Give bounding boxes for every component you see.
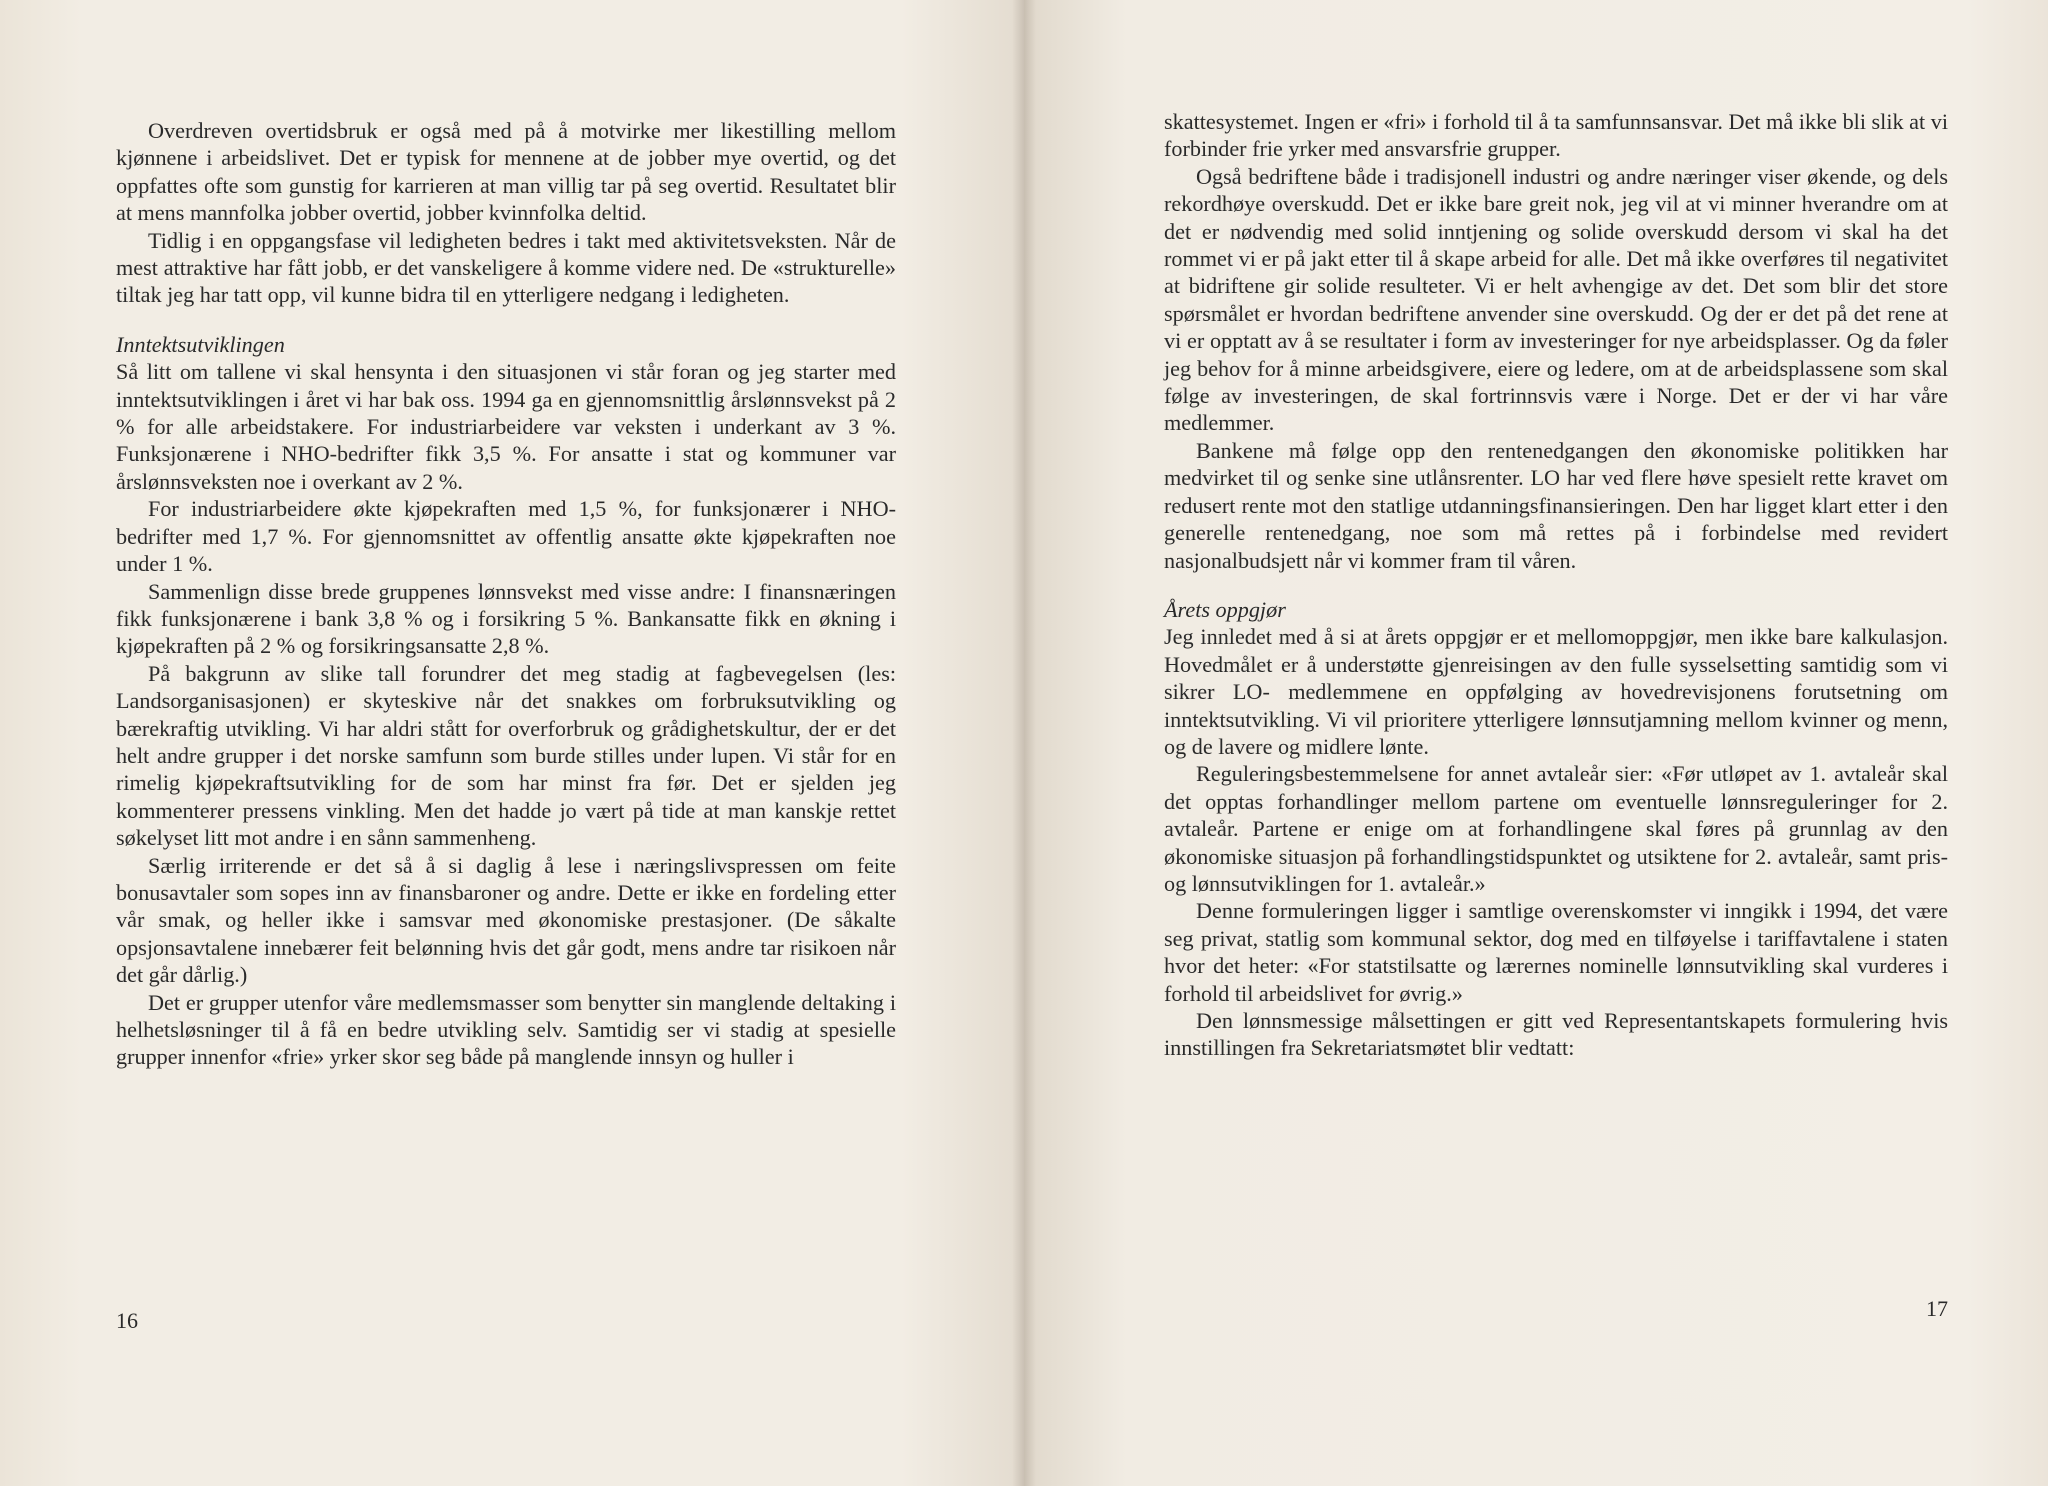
paragraph: Reguleringsbestemmelsene for annet avtaleår sier: «Før utløpet av 1. avtaleår skal det opptas forhandlinger mellom partene om eventuelle lønnsreguleringer for 2. avtaleår. Partene er enige om at forhandlingene skal føres på grunnlag av den økonomiske situasjon på forhandlingstidspunktet og utsiktene for 2. avtaleår, samt pris- og lønnsutviklingen for 1. avtaleår.» <box>1164 761 1948 896</box>
left-page-text <box>116 117 896 1071</box>
section-heading-arets-oppgjor: Årets oppgjør <box>1164 596 1286 622</box>
page-number-left: 16 <box>116 1308 138 1333</box>
paragraph: Jeg innledet med å si at årets oppgjør er et mellomoppgjør, men ikke bare kalkulasjon. Hovedmålet er å understøtte gjenreisingen av den fulle sysselsetting samtidig som vi sikrer LO- medlemmene en oppfølging av hovedrevisjonens forutsetning om inntektsutvikling. Vi vil prioritere ytterligere lønnsutjamning mellom kvinner og menn, og de lavere og midlere lønte. <box>1164 624 1948 759</box>
paragraph: Så litt om tallene vi skal hensynta i den situasjonen vi står foran og jeg starter med inntektsutviklingen i året vi har bak oss. 1994 ga en gjennomsnittlig årslønnsvekst på 2 % for alle arbeidstakere. For industriarbeidere var veksten i underkant av 3 %. Funksjonærene i NHO-bedrifter fikk 3,5 %. For ansatte i stat og kommuner var årslønnsveksten noe i overkant av 2 %. <box>116 359 896 494</box>
paragraph: Sammenlign disse brede gruppenes lønnsvekst med visse andre: I finansnæringen fikk funksjonærene i bank 3,8 % og i forsikring 5 %. Bankansatte fikk en økning i kjøpekraften på 2 % og forsikringsansatte 2,8 %. <box>116 578 896 659</box>
paragraph: Denne formuleringen ligger i samtlige overenskomster vi inngikk i 1994, det være seg privat, statlig som kommunal sektor, dog med en tilføyelse i tariffavtalene i staten hvor det heter: «For statstilsatte og lærernes nominelle lønnsutvikling skal vurderes i forhold til arbeidslivet for øvrig.» <box>1164 898 1948 1006</box>
paragraph: Særlig irriterende er det så å si daglig å lese i næringslivspressen om feite bonusavtaler som sopes inn av finansbaroner og andre. Dette er ikke en fordeling etter vår smak, og heller ikke i samsvar med økonomiske prestasjoner. (De såkalte opsjonsavtalene innebærer feit belønning hvis det går godt, mens andre tar risikoen når det går dårlig.) <box>116 852 896 988</box>
right-page <box>1024 0 2048 1486</box>
paragraph: Også bedriftene både i tradisjonell industri og andre næringer viser økende, og dels rekordhøye overskudd. Det er ikke bare greit nok, jeg vil at vi minner hverandre om at det er nødvendig med solid inntjening og solide overskudd dersom vi skal ha det rommet vi er på jakt etter til å skape arbeid for alle. Det må ikke overføres til negativitet at bidriftene gir solide resulteter. Vi er helt avhengige av det. Det som blir det store spørsmålet er hvordan bedriftene anvender sine overskudd. Og der er det på det rene at vi er opptatt av å se resultater i form av investeringer for nye arbeidsplasser. Og da føler jeg behov for å minne arbeidsgivere, eiere og ledere, om at de arbeidsplassene som skal følge av investeringen, de skal fortrinnsvis være i Norge. Det er der vi har våre medlemmer. <box>1164 163 1948 436</box>
paragraph: På bakgrunn av slike tall forundrer det meg stadig at fagbevegelsen (les: Landsorganisasjonen) er skyteskive når det snakkes om forbruksutvikling og bærekraftig utvikling. Vi har aldri stått for overforbruk og grådighetskultur, der er det helt andre grupper i det norske samfunn som burde stilles under lupen. Vi står for en rimelig kjøpekraftsutvikling for de som har minst fra før. Det er sjelden jeg kommenterer pressens vinkling. Men det hadde jo vært på tide at man kanskje rettet søkelyset litt mot andre i en sånn sammenheng. <box>116 660 896 851</box>
paragraph: skattesystemet. Ingen er «fri» i forhold til å ta samfunnsansvar. Det må ikke bli slik at vi forbinder frie yrker med ansvarsfrie grupper. <box>1164 109 1948 162</box>
paragraph: Den lønnsmessige målsettingen er gitt ved Representantskapets formulering hvis innstillingen fra Sekretariatsmøtet blir vedtatt: <box>1164 1008 1948 1061</box>
right-page-text <box>1164 108 1948 1062</box>
paragraph: Det er grupper utenfor våre medlemsmasser som benytter sin manglende deltaking i helhetsløsninger til å få en bedre utvikling selv. Samtidig ser vi stadig at spesielle grupper innenfor «frie» yrker skor seg både på manglende innsyn og huller i <box>116 989 896 1070</box>
page-number-right: 17 <box>1926 1296 1948 1321</box>
paragraph: Overdreven overtidsbruk er også med på å motvirke mer likestilling mellom kjønnene i arbeidslivet. Det er typisk for mennene at de jobber mye overtid, og det oppfattes ofte som gunstig for karrieren at man villig tar på seg overtid. Resultatet blir at mens mannfolka jobber overtid, jobber kvinnfolka deltid. <box>116 118 896 226</box>
section-heading-inntektsutviklingen: Inntektsutviklingen <box>116 331 285 357</box>
paragraph: Tidlig i en oppgangsfase vil ledigheten bedres i takt med aktivitetsveksten. Når de mest attraktive har fått jobb, er det vanskeligere å komme videre ned. De «strukturelle» tiltak jeg har tatt opp, vil kunne bidra til en ytterligere nedgang i ledigheten. <box>116 227 896 308</box>
paragraph: Bankene må følge opp den rentenedgangen den økonomiske politikken har medvirket til og senke sine utlånsrenter. LO har ved flere høve spesielt rette kravet om redusert rente mot den statlige utdanningsfinansieringen. Den har ligget klart etter i den generelle rentenedgang, noe som må rettes på i forbindelse med revidert nasjonalbudsjett når vi kommer fram til våren. <box>1164 437 1948 573</box>
book-gutter <box>1012 0 1036 1486</box>
paragraph: For industriarbeidere økte kjøpekraften med 1,5 %, for funksjonærer i NHO-bedrifter med 1,7 %. For gjennomsnittet av offentlig ansatte økte kjøpekraften noe under 1 %. <box>116 496 896 577</box>
